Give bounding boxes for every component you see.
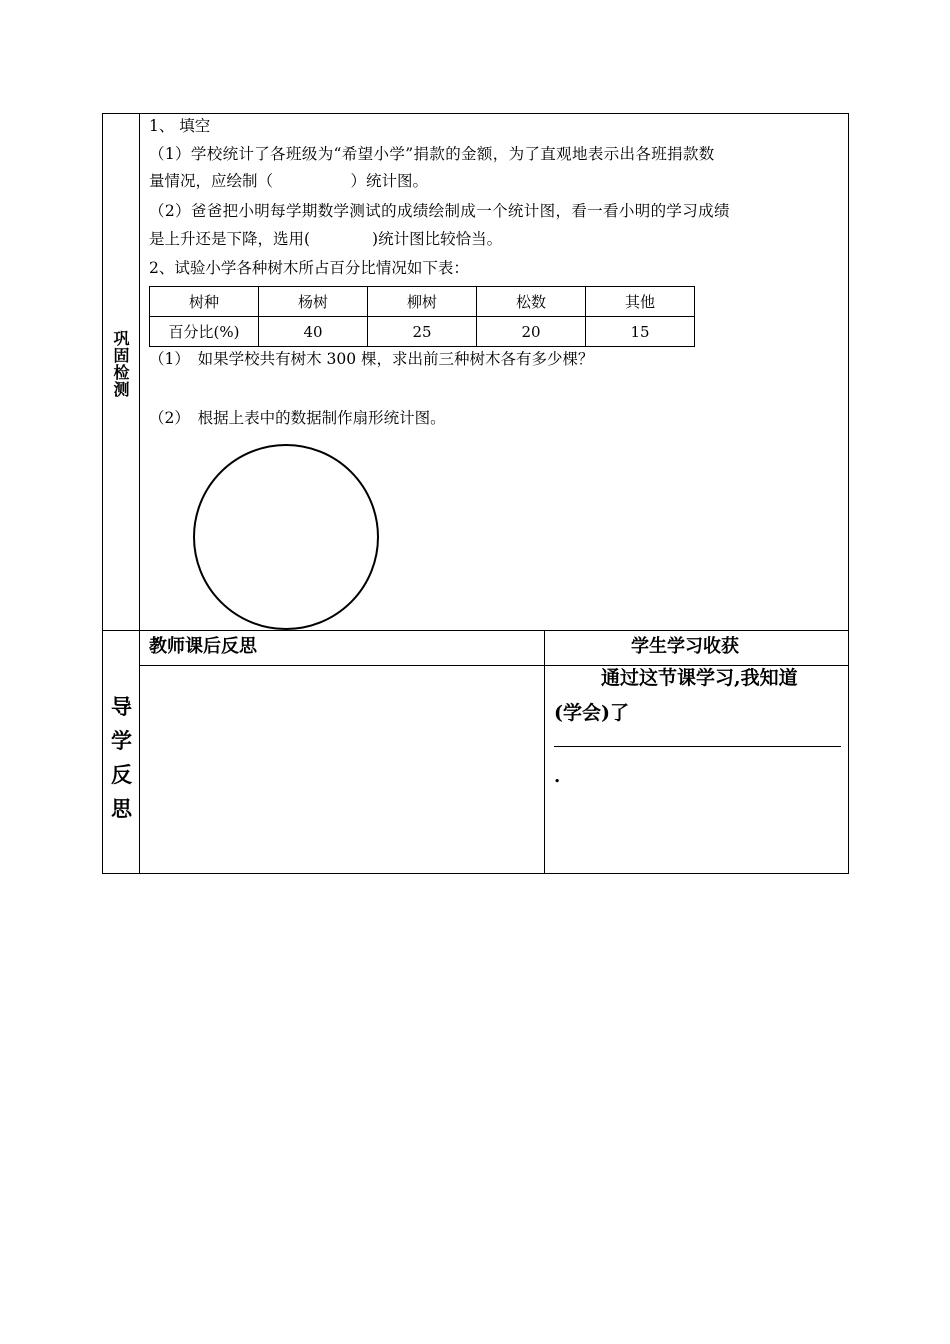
q1-2-line2: 是上升还是下降，选用( )统计图比较恰当。 bbox=[149, 230, 503, 248]
column-divider bbox=[544, 630, 545, 874]
q1-2-line1: （2）爸爸把小明每学期数学测试的成绩绘制成一个统计图，看一看小明的学习成绩 bbox=[149, 202, 730, 220]
table-header-cell: 松数 bbox=[477, 287, 586, 317]
section-label-column bbox=[103, 630, 140, 874]
section-label-reflection: 导 学 反 思 bbox=[111, 695, 132, 821]
table-row bbox=[150, 287, 695, 317]
answer-line bbox=[554, 746, 841, 747]
gain-line2: (学会)了 bbox=[554, 702, 629, 724]
q1-1-line1: （1）学校统计了各班级为“希望小学”捐款的金额，为了直观地表示出各班捐款数 bbox=[149, 145, 715, 163]
table-header-cell: 树种 bbox=[150, 287, 259, 317]
section-divider bbox=[103, 630, 848, 631]
table-row bbox=[150, 317, 695, 347]
table-header-cell: 杨树 bbox=[259, 287, 368, 317]
worksheet-table bbox=[102, 113, 849, 874]
q2-1-text: （1） 如果学校共有树木 300 棵，求出前三种树木各有多少棵？ bbox=[149, 350, 594, 368]
table-cell: 20 bbox=[477, 317, 586, 347]
q1-title: 1、 填空 bbox=[149, 117, 211, 135]
table-cell: 25 bbox=[368, 317, 477, 347]
q1-1-line2: 量情况，应绘制（ ）统计图。 bbox=[149, 172, 429, 190]
table-header-cell: 其他 bbox=[586, 287, 695, 317]
tree-percentage-table bbox=[149, 286, 695, 347]
student-gain-header: 学生学习收获 bbox=[631, 636, 739, 657]
blank-pie-circle bbox=[193, 444, 379, 630]
gain-end-period: . bbox=[554, 766, 561, 787]
section-label-column bbox=[103, 114, 140, 630]
teacher-reflection-header: 教师课后反思 bbox=[149, 636, 257, 657]
table-header-cell: 柳树 bbox=[368, 287, 477, 317]
table-cell: 40 bbox=[259, 317, 368, 347]
q2-2-text: （2） 根据上表中的数据制作扇形统计图。 bbox=[149, 409, 446, 427]
gain-line1: 通过这节课学习,我知道 bbox=[601, 667, 798, 689]
section-label-consolidate: 巩 固 检 测 bbox=[113, 329, 130, 399]
q2-title: 2、试验小学各种树木所占百分比情况如下表： bbox=[149, 259, 469, 277]
table-cell: 15 bbox=[586, 317, 695, 347]
table-cell: 百分比(%) bbox=[150, 317, 259, 347]
